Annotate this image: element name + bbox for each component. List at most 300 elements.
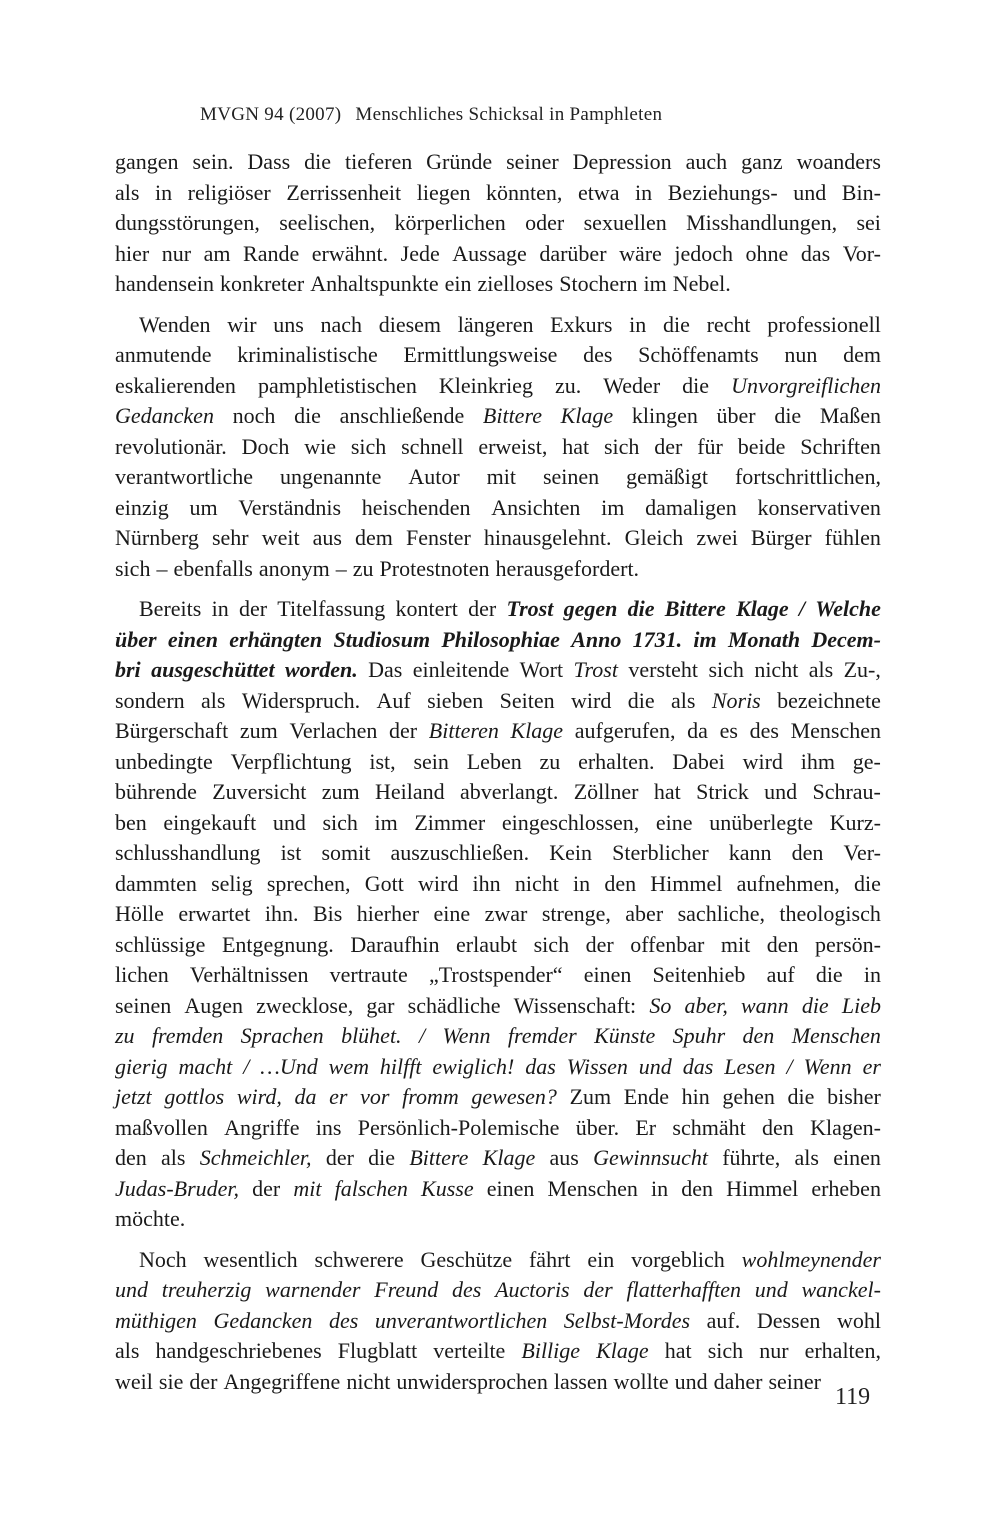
word: Maßen [819, 403, 881, 428]
text-line [115, 523, 881, 554]
word: für [697, 433, 723, 459]
paragraph [115, 1245, 881, 1398]
word: jetzt [115, 1084, 152, 1109]
word: gegen [563, 596, 618, 621]
word: Himmel [650, 870, 723, 896]
text-line [115, 1143, 881, 1174]
word: eskalierenden [115, 372, 236, 398]
word: die [304, 149, 332, 174]
word: unbedingte [115, 748, 213, 774]
word: religiöser [187, 179, 271, 205]
word: gangen [115, 149, 179, 174]
word: Angriffe [224, 1114, 300, 1140]
text-line [115, 1082, 881, 1113]
word: flatterhafften [626, 1277, 741, 1302]
word: der [389, 718, 418, 743]
word: sexuellen [583, 210, 667, 235]
word: dammten [115, 870, 197, 896]
word: offenbar [630, 931, 705, 957]
word: Bin- [841, 179, 881, 205]
word: erwähnt. [311, 240, 389, 266]
text-line [115, 1113, 881, 1144]
word: Geschütze [420, 1246, 513, 1272]
word: Klage [510, 718, 564, 743]
word: um [189, 494, 218, 520]
word: Wenn [803, 1053, 852, 1079]
word: aus [312, 525, 342, 550]
text-line [115, 493, 881, 524]
word: am [203, 240, 231, 266]
word: jedoch [674, 240, 733, 266]
word: das [525, 1053, 556, 1079]
word: Nürnberg [115, 525, 199, 550]
word: des [329, 1307, 359, 1333]
word: zwei [696, 525, 738, 550]
word: zwar [484, 901, 528, 926]
word: auszuschließen. [390, 840, 530, 865]
text-line [115, 1021, 881, 1052]
word: vorgeblich [631, 1246, 725, 1272]
word: einzig [115, 494, 169, 520]
word: seiner [506, 149, 559, 174]
word: falschen [334, 1175, 408, 1201]
word: Sprachen [240, 1023, 324, 1048]
word: selig [211, 870, 253, 896]
word: ihn [472, 870, 501, 896]
word: Bürgerschaft [115, 718, 229, 743]
word: sich [350, 433, 387, 459]
word: dungsstörungen, [115, 210, 260, 235]
word: Klage [596, 1338, 649, 1363]
word: könnten, [486, 179, 563, 205]
word: Augen [184, 992, 243, 1018]
word: Aussage [452, 240, 527, 266]
word: Das [368, 657, 403, 682]
word: Seiten [499, 687, 555, 713]
word: unüberlegte [709, 809, 814, 835]
word: erhalten, [804, 1338, 881, 1363]
word: wohlmeynender [741, 1246, 881, 1272]
word: fremden [151, 1023, 224, 1048]
word: professionell [767, 311, 881, 337]
word: in [573, 870, 591, 896]
word: sachliche, [677, 901, 765, 926]
word: hat [664, 1338, 692, 1363]
word: beide [737, 433, 786, 459]
page-number: 119 [835, 1384, 871, 1410]
word: und [764, 779, 798, 804]
word: hin [681, 1084, 710, 1109]
word: Kusse [421, 1175, 474, 1201]
word: und [793, 179, 827, 205]
text-line [115, 899, 881, 930]
paragraph [115, 310, 881, 585]
word: Daraufhin [350, 931, 440, 957]
word: seinen [115, 992, 172, 1018]
word: erweist, [478, 433, 548, 459]
text-line [115, 747, 881, 778]
word: Titelfassung [277, 596, 386, 621]
word: die [854, 870, 881, 896]
word: gierig [115, 1053, 168, 1079]
word: aber [625, 901, 664, 926]
word: Vor- [842, 240, 881, 266]
word: Himmel [726, 1175, 799, 1201]
text-line [115, 686, 881, 717]
word: worden. [284, 657, 358, 682]
word: Anhaltspunkte [310, 271, 439, 296]
word: sei [856, 210, 881, 235]
word: gar [366, 992, 395, 1018]
word: Weder [603, 372, 661, 398]
word: Hölle [115, 901, 164, 926]
word: / [786, 1053, 793, 1079]
word: ebenfalls [173, 555, 253, 581]
word: die [627, 596, 655, 621]
word: sich [322, 809, 358, 835]
text-line [115, 1336, 881, 1367]
word: nur [759, 1338, 789, 1363]
word: den [762, 1114, 794, 1140]
word: Unvorgreiflichen [731, 372, 881, 398]
word: Billige [521, 1338, 581, 1363]
header-title: Menschliches Schicksal in Pamphleten [355, 104, 663, 125]
word: und [754, 1277, 788, 1302]
word: den [681, 1175, 713, 1201]
word: kann [728, 840, 772, 865]
word: revolutionär. [115, 433, 227, 459]
word: ein [444, 271, 472, 296]
text-line [115, 991, 881, 1022]
word: lassen [553, 1368, 608, 1394]
word: das [800, 240, 831, 266]
word: schwerere [314, 1246, 404, 1272]
word: die [627, 687, 655, 713]
word: ewiglich! [432, 1053, 515, 1079]
word: Menschen [791, 1023, 881, 1048]
word: hinausgelehnt. [483, 525, 612, 550]
word: Kein [549, 840, 593, 865]
word: Stochern [559, 271, 638, 296]
word: führte, [722, 1145, 781, 1170]
word: als [794, 1145, 819, 1170]
word: einen [167, 626, 218, 652]
word: pamphletistischen [257, 372, 417, 398]
text-line [115, 239, 881, 270]
word: etwa [577, 179, 620, 205]
word: den [791, 840, 824, 865]
word: einen [486, 1175, 535, 1201]
text-line [115, 838, 881, 869]
word: nicht [514, 870, 559, 896]
text-line [115, 554, 881, 585]
paragraph [115, 594, 881, 1235]
word: Wissen [566, 1053, 628, 1079]
text-line [115, 178, 881, 209]
word: da [294, 1084, 317, 1109]
word: Monath [727, 626, 801, 652]
text-line [115, 869, 881, 900]
word: sprechen, [266, 870, 351, 896]
word: wohl [836, 1307, 881, 1333]
word: des [451, 1277, 482, 1302]
word: er [862, 1053, 881, 1079]
text-line [115, 1245, 881, 1276]
word: zum [239, 718, 278, 743]
word: einen [583, 962, 632, 987]
word: sich [707, 1338, 744, 1363]
word: persön- [814, 931, 881, 957]
word: schlüssige [115, 931, 206, 957]
word: und [674, 1368, 708, 1394]
word: handgeschriebenes [155, 1338, 322, 1363]
word: und [638, 1053, 672, 1079]
word: Welche [815, 596, 881, 621]
word: Rande [243, 240, 300, 266]
word: fühlen [824, 525, 881, 550]
word: Ermittlungsweise [403, 342, 558, 367]
word: der [583, 1277, 613, 1302]
word: diesem [378, 311, 442, 337]
word: Beziehungs- [667, 179, 778, 205]
word: wir [227, 311, 257, 337]
word: Jede [400, 240, 440, 266]
text-line [115, 1306, 881, 1337]
word: erhängten [229, 626, 323, 652]
word: Klagen- [810, 1114, 881, 1140]
word: Zöllner [573, 779, 639, 804]
word: fromm [402, 1084, 459, 1109]
word: als [161, 1145, 186, 1170]
word: hier [115, 240, 150, 266]
word: erwartet [178, 901, 251, 926]
word: Judas-Bruder, [115, 1175, 240, 1201]
word: die [774, 403, 802, 428]
word: Nebel. [672, 271, 731, 296]
word: herausgefordert. [495, 555, 640, 581]
word: den [604, 870, 637, 896]
text-line [115, 716, 881, 747]
word: hat [562, 433, 590, 459]
word: die [662, 311, 690, 337]
text-line [115, 930, 881, 961]
word: Studiosum [333, 626, 431, 652]
word: Zu-, [843, 657, 881, 682]
word: im [693, 626, 717, 652]
word: des [749, 718, 779, 743]
word: Zerrissenheit [286, 179, 402, 205]
word: – [335, 555, 347, 581]
word: recht [706, 311, 751, 337]
word: nach [320, 311, 363, 337]
word: den [766, 931, 799, 957]
word: Menschen [790, 718, 881, 743]
text-line [115, 269, 881, 300]
word: macht [178, 1053, 233, 1079]
word: gewesen? [471, 1084, 557, 1109]
word: liegen [416, 179, 471, 205]
word: zwecklose, [256, 992, 354, 1018]
word: verteilte [433, 1338, 506, 1363]
word: zu [539, 748, 561, 774]
word: Noris [711, 687, 761, 713]
text-line [115, 340, 881, 371]
word: ungenannte [280, 464, 382, 489]
word: – [156, 555, 168, 581]
word: schädliche [407, 992, 501, 1018]
word: dem [355, 525, 393, 550]
word: darüber [539, 240, 607, 266]
word: Strick [696, 779, 749, 804]
word: Seitenhieb [652, 962, 746, 987]
word: in [635, 179, 653, 205]
word: Misshandlungen, [686, 210, 838, 235]
word: ins [315, 1114, 342, 1140]
word: die [294, 403, 321, 428]
word: Verlachen [289, 718, 378, 743]
word: Dabei [672, 748, 725, 774]
word: Ver- [843, 840, 881, 865]
word: damaligen [645, 494, 737, 520]
word: nicht [754, 657, 799, 682]
word: ausgeschüttet [151, 657, 275, 682]
word: Lieb [841, 992, 881, 1018]
word: wollte [613, 1368, 669, 1394]
word: Fenster [406, 525, 471, 550]
paragraph [115, 147, 881, 300]
word: Dass [247, 149, 291, 174]
word: tieferen [345, 149, 413, 174]
word: verantwortliche [115, 464, 254, 489]
word: wie [304, 433, 336, 459]
word: Doch [241, 433, 290, 459]
word: Decem- [811, 626, 881, 652]
word: Wort [519, 657, 564, 682]
word: sehr [211, 525, 249, 550]
word: wesentlich [203, 1246, 298, 1272]
word: zu. [554, 372, 582, 398]
word: ihm [800, 748, 835, 774]
word: wem [328, 1053, 369, 1079]
word: fortschrittlichen, [734, 464, 881, 489]
text-line [115, 625, 881, 656]
word: Exkurs [550, 311, 613, 337]
word: konkreter [219, 271, 305, 296]
word: schmäht [672, 1114, 746, 1140]
word: Noch [139, 1246, 187, 1272]
word: das [682, 1053, 714, 1079]
word: gottlos [164, 1084, 225, 1109]
word: hierher [356, 901, 420, 926]
word: zu [352, 555, 374, 581]
word: und [272, 809, 306, 835]
word: anschließende [339, 403, 465, 428]
word: Bittere [482, 403, 542, 428]
word: …Und [260, 1053, 318, 1079]
word: maßvollen [115, 1114, 208, 1140]
word: den [742, 1023, 775, 1048]
word: sich [115, 555, 151, 581]
word: weil [115, 1368, 153, 1394]
word: ihn. [264, 901, 299, 926]
word: Bitteren [428, 718, 499, 743]
word: und [115, 1277, 148, 1302]
running-header [200, 104, 800, 126]
word: Spuhr [672, 1023, 726, 1048]
word: schnell [401, 433, 464, 459]
word: Er [635, 1114, 657, 1140]
word: seelischen, [279, 210, 376, 235]
word: als [115, 1338, 140, 1363]
word: über [115, 626, 157, 652]
word: die [368, 1145, 396, 1170]
word: hilfft [379, 1053, 422, 1079]
word: es [719, 718, 738, 743]
word: anmutende [115, 342, 212, 367]
word: Anno [571, 626, 622, 652]
word: oder [525, 210, 565, 235]
word: der [585, 931, 614, 957]
word: wird [418, 870, 459, 896]
word: konservativen [757, 494, 881, 520]
word: Protestnoten [379, 555, 490, 581]
word: unwidersprochen [396, 1368, 548, 1394]
word: die [801, 992, 829, 1018]
word: Bürger [750, 525, 812, 550]
word: Verpflichtung [230, 748, 352, 774]
word: Ansichten [491, 494, 581, 520]
word: eine [655, 809, 693, 835]
word: Zum [569, 1084, 612, 1109]
word: der [189, 1368, 218, 1394]
word: kontert [395, 596, 458, 621]
word: mit [486, 464, 516, 489]
word: wann [740, 992, 789, 1018]
text-line [115, 371, 881, 402]
word: im [601, 494, 625, 520]
text-line [115, 462, 881, 493]
word: die [815, 962, 843, 987]
word: sie [158, 1368, 184, 1394]
word: Kleinkrieg [438, 372, 533, 398]
word: sieben [427, 687, 484, 713]
word: auf [766, 962, 795, 987]
word: Autor [408, 464, 460, 489]
word: Selbst-Mordes [563, 1307, 691, 1333]
word: der [654, 433, 683, 459]
word: Wenn [442, 1023, 491, 1048]
text-line [115, 1052, 881, 1083]
text-line [115, 310, 881, 341]
word: Bittere [664, 596, 726, 621]
word: wanckel- [801, 1277, 881, 1302]
word: Trost [573, 657, 618, 682]
word: in [211, 596, 229, 621]
word: sich [533, 931, 570, 957]
word: Menschen [547, 1175, 638, 1201]
word: Verständnis [238, 494, 342, 520]
word: strenge, [541, 901, 611, 926]
word: Heiland [374, 779, 445, 804]
word: aus [549, 1145, 579, 1170]
word: der [252, 1175, 281, 1201]
word: Gründe [426, 149, 493, 174]
word: treuherzig [161, 1277, 252, 1302]
word: / [418, 1023, 426, 1048]
word: die [682, 372, 710, 398]
word: über [716, 403, 756, 428]
word: fremder [507, 1023, 577, 1048]
